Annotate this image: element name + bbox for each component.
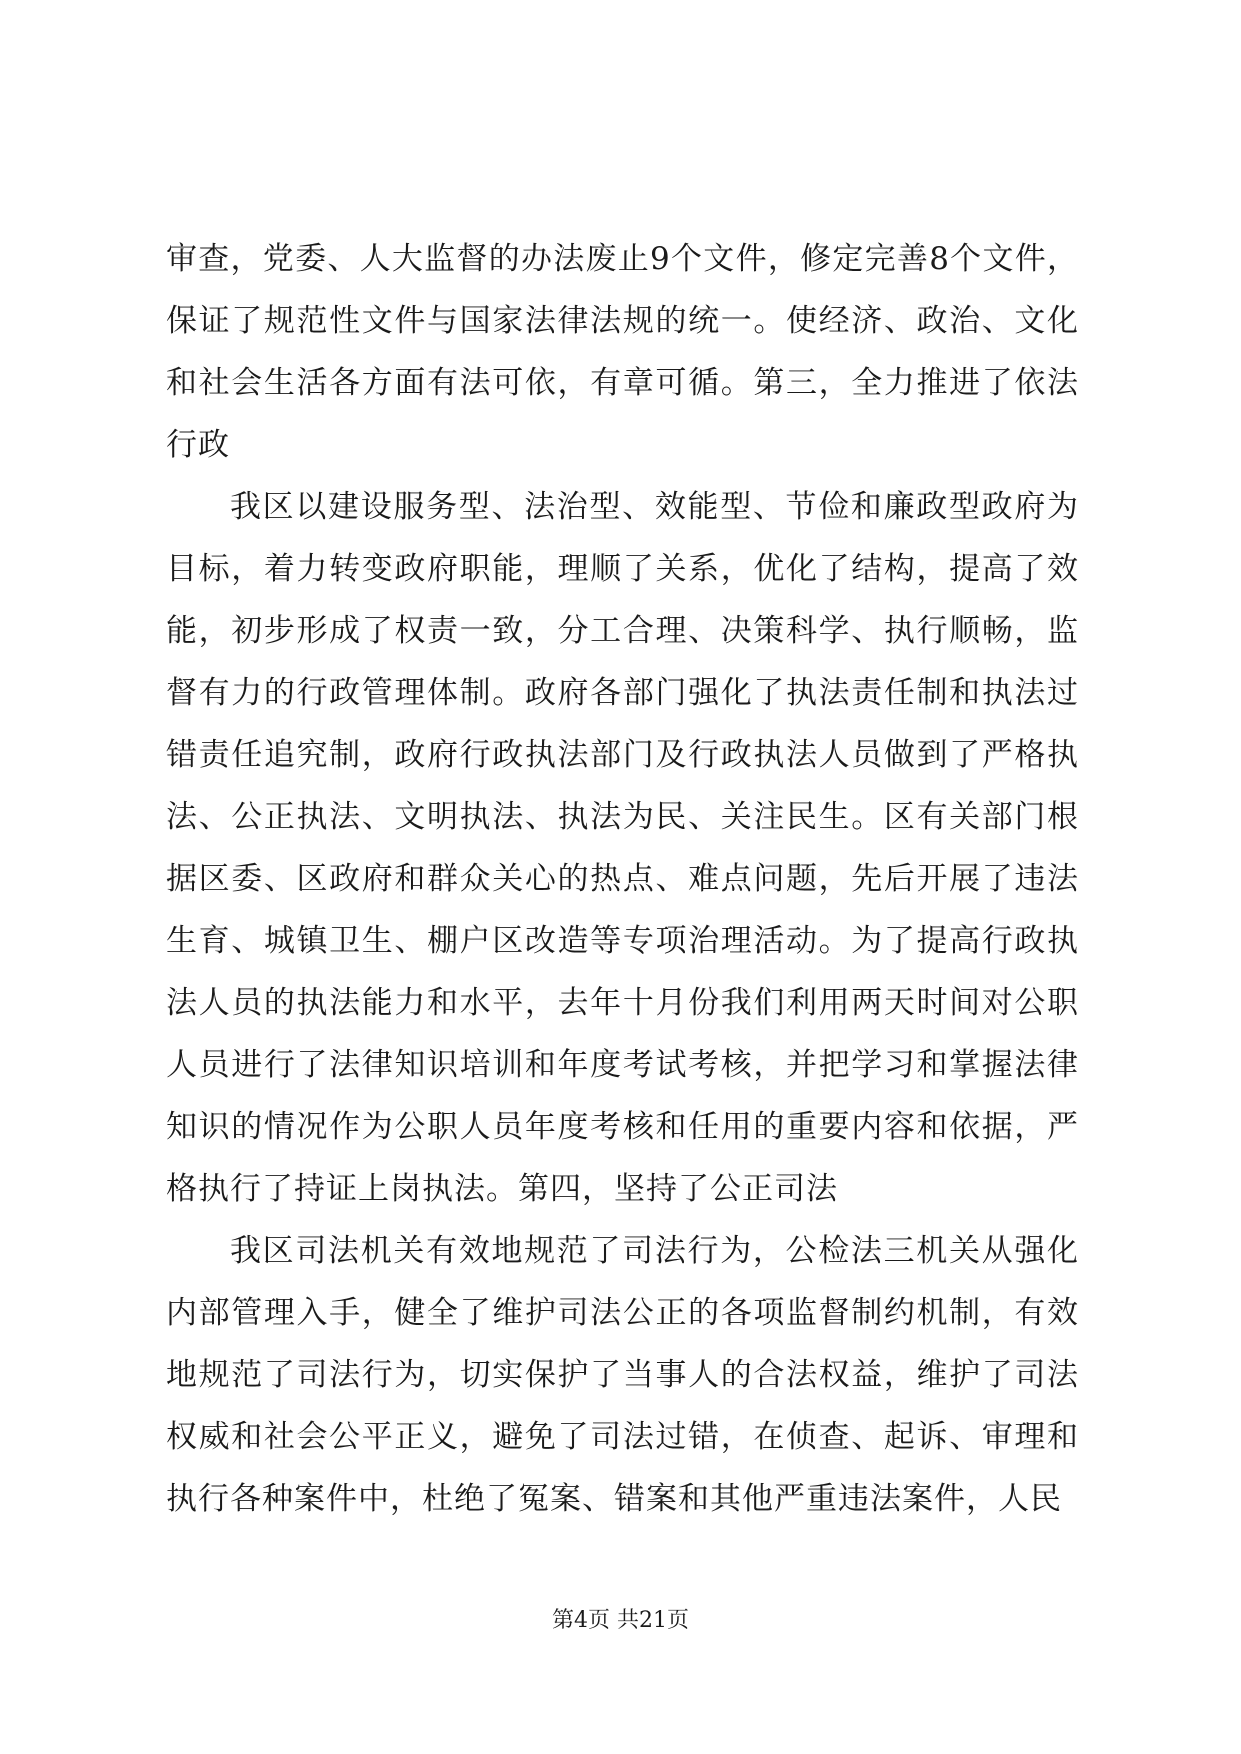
page-number-footer: 第4页 共21页 xyxy=(552,1608,689,1633)
paragraph-2: 我区以建设服务型、法治型、效能型、节俭和廉政型政府为目标，着力转变政府职能，理顺了关系，优化了结构，提高了效能，初步形成了权责一致，分工合理、决策科学、执行顺畅，监督有力的行政管理体制。政府各部门强化了执法责任制和执法过错责任追究制，政府行政执法部门及行政执法人员做到了严格执法、公正执法、文明执法、执法为民、关注民生。区有关部门根据区委、区政府和群众关心的热点、难点问题，先后开展了违法生育、城镇卫生、棚户区改造等专项治理活动。为了提高行政执法人员的执法能力和水平，去年十月份我们利用两天时间对公职人员进行了法律知识培训和年度考试考核，并把学习和掌握法律知识的情况作为公职人员年度考核和任用的重要内容和依据，严格执行了持证上岗执法。第四，坚持了公正司法 xyxy=(166,489,1079,1207)
paragraph-3: 我区司法机关有效地规范了司法行为，公检法三机关从强化内部管理入手，健全了维护司法公正的各项监督制约机制，有效地规范了司法行为，切实保护了当事人的合法权益，维护了司法权威和社会公平正义，避免了司法过错，在侦查、起诉、审理和执行各种案件中，杜绝了冤案、错案和其他严重违法案件，人民 xyxy=(166,1233,1079,1517)
document-body xyxy=(166,228,1079,1530)
paragraph-1: 审查，党委、人大监督的办法废止9个文件，修定完善8个文件，保证了规范性文件与国家法律法规的统一。使经济、政治、文化和社会生活各方面有法可依，有章可循。第三，全力推进了依法行政 xyxy=(166,241,1079,463)
